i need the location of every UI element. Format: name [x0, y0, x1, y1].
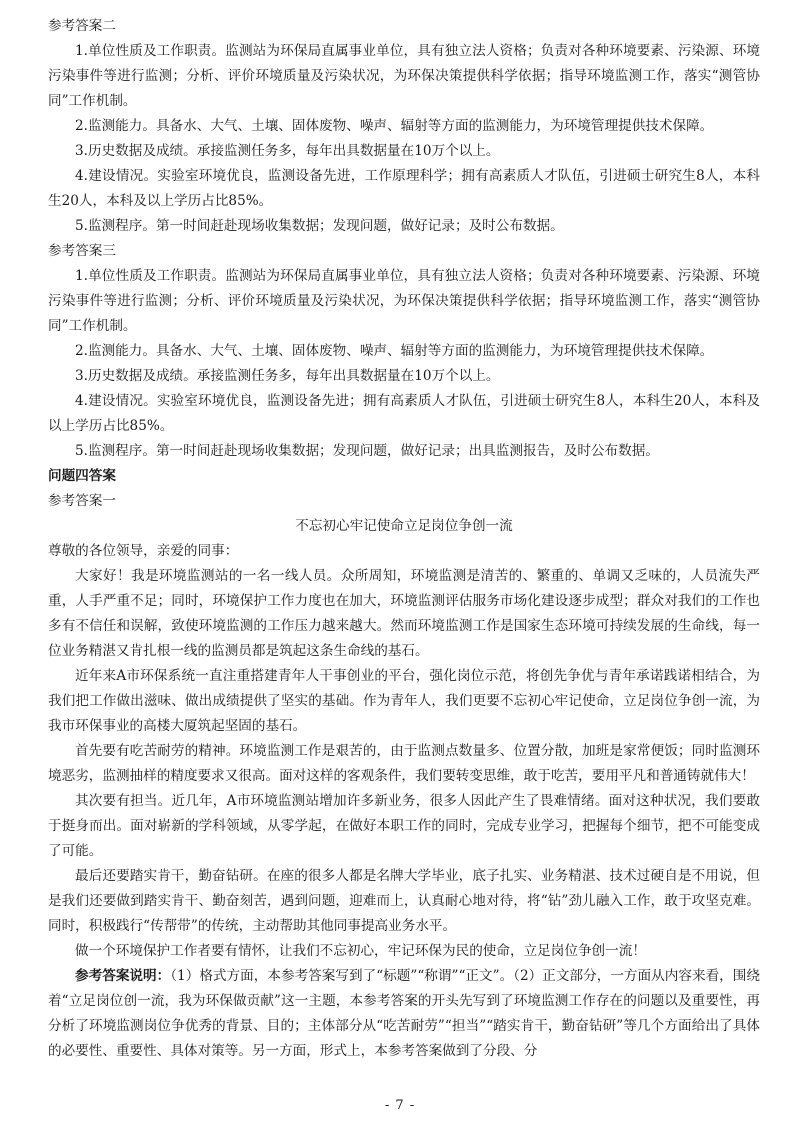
page-number: - 7 -: [384, 1098, 416, 1113]
answer-2-item-4: 4.建设情况。实验室环境优良，监测设备先进，工作原理科学；拥有高素质人才队伍，引进硕士研究生8人，本科生20人，本科及以上学历占比85%。: [48, 168, 760, 209]
answer-3-item-4: 4.建设情况。实验室环境优良，监测设备先进；拥有高素质人才队伍，引进硕士研究生8人，本科生20人，本科及以上学历占比85%。: [48, 393, 760, 434]
speech-paragraph-5: 最后还要踏实肯干，勤奋钻研。在座的很多人都是名牌大学毕业，底子扎实、业务精湛、技术过硬自是不用说，但是我们还要做到踏实肯干、勤奋刻苦，遇到问题，迎难而上，认真耐心地对待，将“钻”劲儿融入工作，敢于攻坚克难。同时，积极践行“传帮带”的传统，主动帮助其他同事提高业务水平。: [48, 868, 760, 934]
answer-2-item-1: 1.单位性质及工作职责。监测站为环保局直属事业单位，具有独立法人资格；负责对各种环境要素、污染源、环境污染事件等进行监测；分析、评价环境质量及污染状况，为环保决策提供科学依据；指导环境监测工作，落实“测管协同”工作机制。: [48, 43, 760, 109]
answer-note-label: 参考答案说明：: [75, 968, 171, 984]
speech-title: 不忘初心牢记使命立足岗位争创一流: [295, 518, 513, 534]
section-heading-answer-2: 参考答案二: [48, 18, 116, 34]
document-page: [48, 14, 760, 1064]
answer-note-text: （1）格式方面，本参考答案写到了“标题”“称谓”“正文”。（2）正文部分，一方面从内容来看，围绕着“立足岗位创一流，我为环保做贡献”这一主题，本参考答案的开头先写到了环境监测工作存在的问题以及重要性，再分析了环境监测岗位争优秀的背景、目的；主体部分从“吃苦耐劳”“担当”“踏实肯干，勤奋钻研”等几个方面给出了具体的必要性、重要性、具体对策等。另一方面，形式上，本参考答案做到了分段、分: [48, 968, 760, 1059]
answer-3-item-5: 5.监测程序。第一时间赶赴现场收集数据；发现问题，做好记录；出具监测报告，及时公布数据。: [75, 443, 659, 459]
answer-3-item-2: 2.监测能力。具备水、大气、土壤、固体废物、噪声、辐射等方面的监测能力，为环境管理提供技术保障。: [75, 343, 714, 359]
question-4-subheading: 参考答案一: [48, 493, 116, 509]
section-heading-answer-3: 参考答案三: [48, 243, 116, 259]
speech-paragraph-3: 首先要有吃苦耐劳的精神。环境监测工作是艰苦的，由于监测点数量多、位置分散，加班是家常便饭；同时监测环境恶劣，监测抽样的精度要求又很高。面对这样的客观条件，我们要转变思维，敢于吃苦，要用平凡和普通铸就伟大！: [48, 743, 760, 784]
answer-note: [48, 964, 760, 1064]
answer-2-item-3: 3.历史数据及成绩。承接监测任务多，每年出具数据量在10万个以上。: [75, 143, 500, 159]
speech-salutation: 尊敬的各位领导，亲爱的同事：: [48, 543, 239, 559]
speech-paragraph-1: 大家好！我是环境监测站的一名一线人员。众所周知，环境监测是清苦的、繁重的、单调又乏味的，人员流失严重，人手严重不足；同时，环境保护工作力度也在加大，环境监测评估服务市场化建设逐步成型；群众对我们的工作也多有不信任和误解，致使环境监测的工作压力越来越大。然而环境监测工作是国家生态环境可持续发展的生命线，每一位业务精湛又肯扎根一线的监测员都是筑起这条生命线的基石。: [48, 568, 760, 659]
answer-3-item-1: 1.单位性质及工作职责。监测站为环保局直属事业单位，具有独立法人资格；负责对各种环境要素、污染源、环境污染事件等进行监测；分析、评价环境质量及污染状况，为环保决策提供科学依据；指导环境监测工作，落实“测管协同”工作机制。: [48, 268, 760, 334]
speech-paragraph-6: 做一个环境保护工作者要有情怀，让我们不忘初心，牢记环保为民的使命，立足岗位争创一流！: [75, 943, 646, 959]
answer-3-item-3: 3.历史数据及成绩。承接监测任务多，每年出具数据量在10万个以上。: [75, 368, 500, 384]
answer-2-item-2: 2.监测能力。具备水、大气、土壤、固体废物、噪声、辐射等方面的监测能力，为环境管理提供技术保障。: [75, 118, 714, 134]
speech-paragraph-2: 近年来A市环保系统一直注重搭建青年人干事创业的平台，强化岗位示范，将创先争优与青年承诺践诺相结合，为我们把工作做出滋味、做出成绩提供了坚实的基础。作为青年人，我们更要不忘初心牢记使命，立足岗位争创一流，为我市环保事业的高楼大厦筑起坚固的基石。: [48, 668, 760, 734]
speech-paragraph-4: 其次要有担当。近几年，A市环境监测站增加许多新业务，很多人因此产生了畏难情绪。面对这种状况，我们要敢于挺身而出。面对崭新的学科领域，从零学起，在做好本职工作的同时，完成专业学习，把握每个细节，把不可能变成了可能。: [48, 793, 760, 859]
answer-2-item-5: 5.监测程序。第一时间赶赴现场收集数据；发现问题，做好记录；及时公布数据。: [75, 218, 564, 234]
question-4-heading: 问题四答案: [48, 468, 116, 484]
